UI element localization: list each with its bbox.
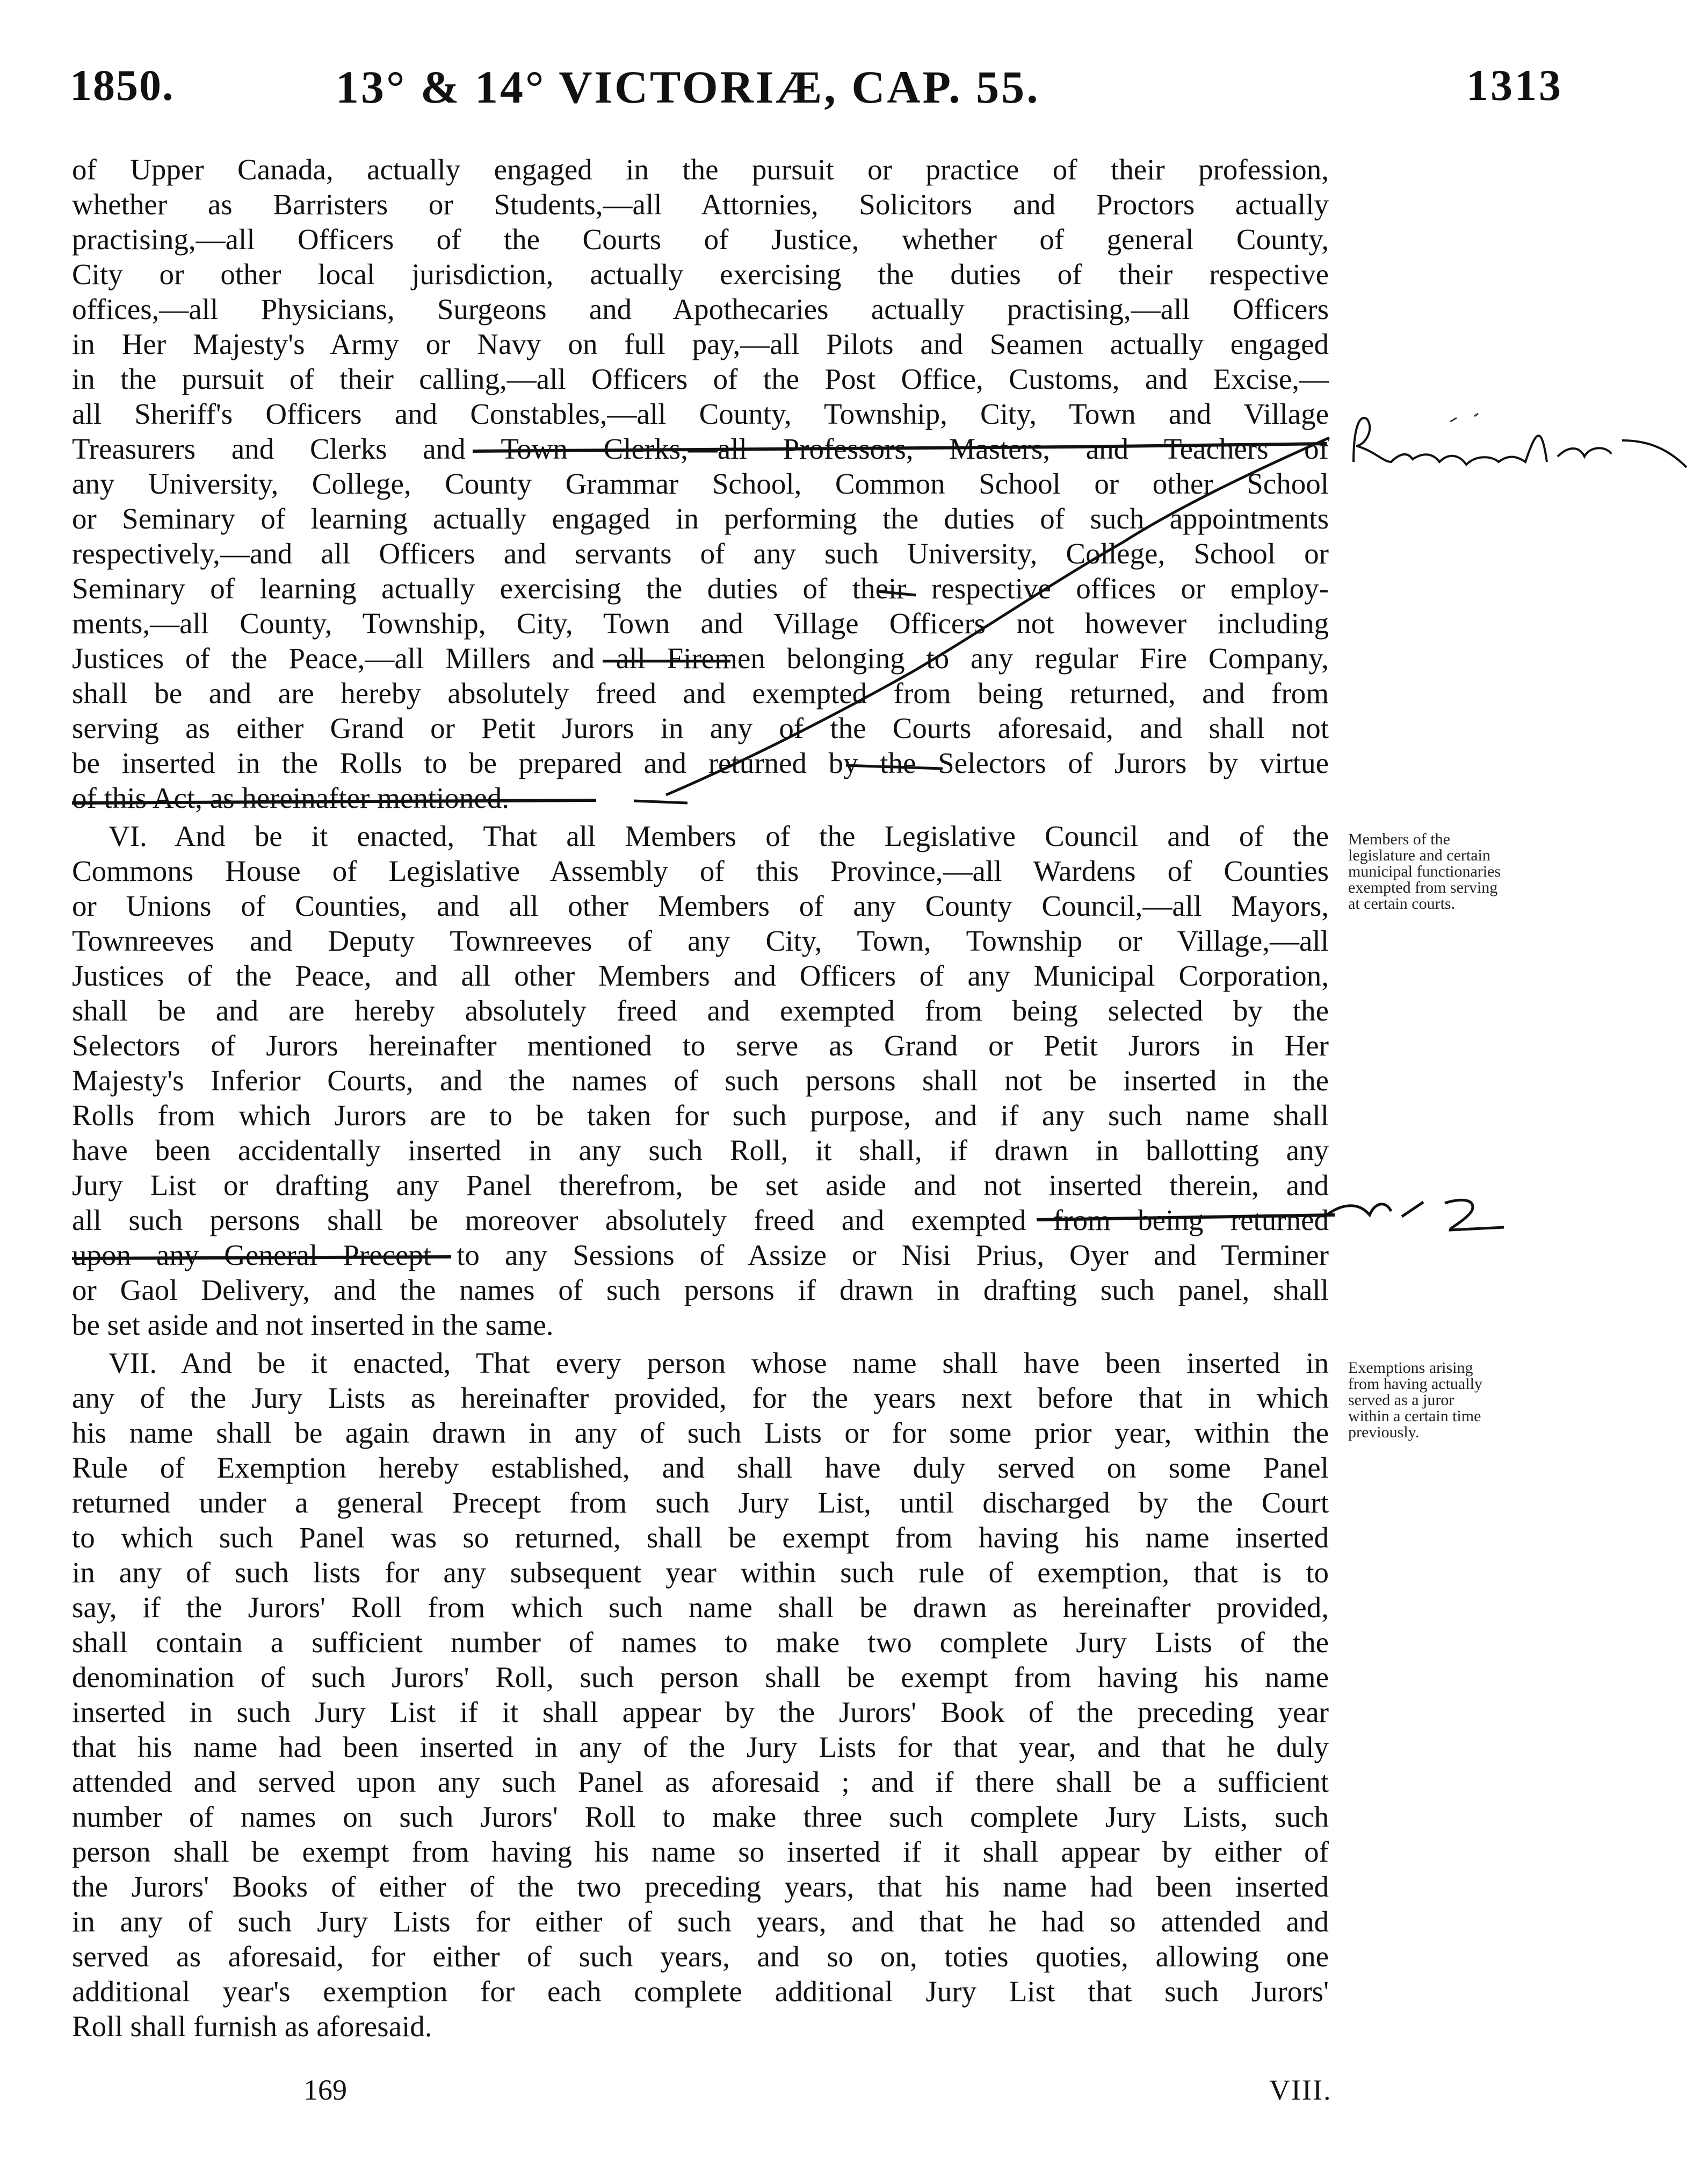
text-line: the Jurors' Books of either of the two preceding years, that his name had been inserted [72,1870,1329,1903]
text-line: Jury List or drafting any Panel therefrom, be set aside and not inserted therein, and [72,1169,1329,1202]
text-line: of this Act, as hereinafter mentioned. [72,782,510,814]
text-line: have been accidentally inserted in any such Roll, it shall, if drawn in ballotting any [72,1134,1329,1167]
text-line: all such persons shall be moreover absolutely freed and exempted from being returned [72,1204,1329,1236]
text-line: or Seminary of learning actually engaged in performing the duties of such appointments [72,502,1329,535]
section-v-continuation [72,152,1329,815]
marginal-note-line: served as a juror [1348,1391,1454,1409]
marginal-note-line: municipal functionaries [1348,863,1501,880]
text-line: in any of such lists for any subsequent year within such rule of exemption, that is to [72,1556,1329,1589]
text-line: shall be and are hereby absolutely freed and exempted from being selected by the [72,994,1329,1027]
text-line: practising,—all Officers of the Courts of Justice, whether of general County, [72,223,1329,256]
text-line: respectively,—and all Officers and servants of any such University, College, School or [72,537,1329,570]
marginal-note-line: within a certain time [1348,1407,1481,1425]
marginal-note-line: Members of the [1348,830,1450,848]
text-line: Justices of the Peace,—all Millers and all Firemen belonging to any regular Fire Company, [72,642,1329,675]
text-line: in the pursuit of their calling,—all Officers of the Post Office, Customs, and Excise,— [72,363,1329,395]
text-line: City or other local jurisdiction, actually exercising the duties of their respective [72,258,1329,291]
text-line: inserted in such Jury List if it shall appear by the Jurors' Book of the preceding year [72,1696,1329,1728]
text-line: offices,—all Physicians, Surgeons and Apothecaries actually practising,—all Officers [72,293,1329,325]
marginal-note-line: at certain courts. [1348,895,1456,913]
marginal-note-section-vii [1348,1360,1579,1441]
text-line: his name shall be again drawn in any of such Lists or for some prior year, within the [72,1416,1329,1449]
text-line: attended and served upon any such Panel as aforesaid ; and if there shall be a sufficient [72,1765,1329,1798]
marginal-note-line: legislature and certain [1348,846,1490,864]
text-line: be set aside and not inserted in the same. [72,1308,554,1341]
text-line: Justices of the Peace, and all other Members and Officers of any Municipal Corporation, [72,959,1329,992]
section-vi [72,819,1329,1342]
text-line: any of the Jury Lists as hereinafter provided, for the years next before that in which [72,1381,1329,1414]
text-line: or Gaol Delivery, and the names of such persons if drawn in drafting such panel, shall [72,1273,1329,1306]
text-line: in any of such Jury Lists for either of such years, and that he had so attended and [72,1905,1329,1938]
text-line: Selectors of Jurors hereinafter mentioned to serve as Grand or Petit Jurors in Her [72,1029,1329,1062]
text-line: Majesty's Inferior Courts, and the names of such persons shall not be inserted in the [72,1064,1329,1097]
text-line: Treasurers and Clerks and Town Clerks,—all Professors, Masters, and Teachers of [72,432,1329,465]
text-line: shall be and are hereby absolutely freed and exempted from being returned, and from [72,677,1329,710]
text-line: of Upper Canada, actually engaged in the pursuit or practice of their profession, [72,153,1329,186]
text-line: ments,—all County, Township, City, Town and Village Officers not however including [72,607,1329,640]
marginal-note-line: previously. [1348,1423,1420,1441]
page-header [70,60,1563,119]
text-line: say, if the Jurors' Roll from which such name shall be drawn as hereinafter provided, [72,1591,1329,1624]
handwritten-note-1 [1354,418,1687,467]
signature-mark: 169 [303,2074,347,2106]
header-title: 13° & 14° VICTORIÆ, CAP. 55. [336,61,1040,113]
marginal-note-section-vi [1348,831,1579,912]
text-line: Roll shall furnish as aforesaid. [72,2010,432,2043]
marginal-note-line: Exemptions arising [1348,1359,1473,1377]
text-line: whether as Barristers or Students,—all Attornies, Solicitors and Proctors actually [72,188,1329,221]
text-line: Townreeves and Deputy Townreeves of any City, Town, Township or Village,—all [72,924,1329,957]
text-line: upon any General Precept to any Sessions of Assize or Nisi Prius, Oyer and Terminer [72,1239,1329,1271]
text-line: be inserted in the Rolls to be prepared and returned by the Selectors of Jurors by virtue [72,747,1329,779]
text-line: person shall be exempt from having his name so inserted if it shall appear by either of [72,1835,1329,1868]
statute-text [72,152,1329,2044]
header-year: 1850. [70,61,175,110]
text-line: VI. And be it enacted, That all Members of the Legislative Council and of the [108,820,1329,852]
marginal-note-line: exempted from serving [1348,879,1498,896]
text-line: denomination of such Jurors' Roll, such person shall be exempt from having his name [72,1661,1329,1694]
text-line: all Sheriff's Officers and Constables,—all County, Township, City, Town and Village [72,397,1329,430]
text-line: Rule of Exemption hereby established, and shall have duly served on some Panel [72,1451,1329,1484]
text-line: that his name had been inserted in any of the Jury Lists for that year, and that he duly [72,1731,1329,1763]
marginal-note-line: from having actually [1348,1375,1482,1393]
catchword: VIII. [1269,2074,1332,2106]
text-line: served as aforesaid, for either of such years, and so on, toties quoties, allowing one [72,1940,1329,1973]
text-line: or Unions of Counties, and all other Members of any County Council,—all Mayors, [72,889,1329,922]
text-line: Rolls from which Jurors are to be taken for such purpose, and if any such name shall [72,1099,1329,1132]
text-line: returned under a general Precept from such Jury List, until discharged by the Court [72,1486,1329,1519]
text-line: serving as either Grand or Petit Jurors in any of the Courts aforesaid, and shall not [72,712,1329,744]
text-line: in Her Majesty's Army or Navy on full pay,—all Pilots and Seamen actually engaged [72,328,1329,360]
text-line: to which such Panel was so returned, shall be exempt from having his name inserted [72,1521,1329,1554]
text-line: Seminary of learning actually exercising the duties of their respective offices or employ- [72,572,1329,605]
text-line: Commons House of Legislative Assembly of this Province,—all Wardens of Counties [72,855,1329,887]
text-line: VII. And be it enacted, That every person whose name shall have been inserted in [108,1347,1329,1379]
section-vii [72,1345,1329,2044]
handwritten-note-2 [1327,1200,1504,1230]
header-page-number: 1313 [1466,61,1563,110]
text-line: any University, College, County Grammar School, Common School or other School [72,467,1329,500]
text-line: additional year's exemption for each complete additional Jury List that such Jurors' [72,1975,1329,2008]
text-line: number of names on such Jurors' Roll to make three such complete Jury Lists, such [72,1800,1329,1833]
text-line: shall contain a sufficient number of names to make two complete Jury Lists of the [72,1626,1329,1659]
ink-mark [1450,414,1478,422]
